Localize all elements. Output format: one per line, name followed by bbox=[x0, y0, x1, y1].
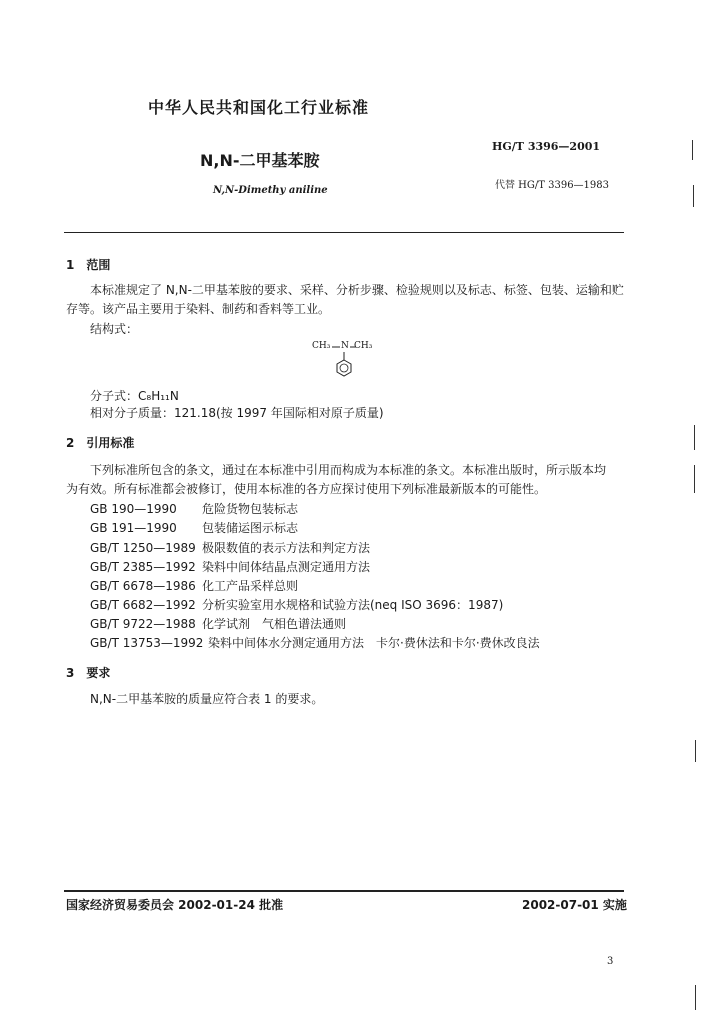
scan-edge-mark bbox=[693, 185, 694, 207]
reference-code: GB/T 6678—1986 bbox=[90, 579, 196, 593]
reference-name: 染料中间体水分测定通用方法 卡尔·费休法和卡尔·费休改良法 bbox=[208, 636, 540, 650]
scan-edge-mark bbox=[692, 140, 693, 160]
standard-number: HG/T 3396—2001 bbox=[492, 140, 601, 153]
reference-code: GB/T 6682—1992 bbox=[90, 598, 196, 612]
scan-edge-mark bbox=[694, 465, 695, 493]
scan-edge-mark bbox=[695, 985, 696, 1010]
title-en: N,N-Dimethy aniline bbox=[213, 185, 328, 196]
reference-item bbox=[90, 519, 298, 537]
reference-code: GB 191—1990 bbox=[90, 521, 177, 535]
title-cn: N,N-二甲基苯胺 bbox=[200, 151, 320, 170]
nitrogen-atom: N bbox=[341, 341, 349, 351]
section-3-heading: 3 要求 bbox=[66, 666, 111, 680]
structure-label: 结构式： bbox=[90, 322, 139, 336]
reference-code: GB/T 9722—1988 bbox=[90, 617, 196, 631]
reference-code: GB 190—1990 bbox=[90, 502, 177, 516]
reference-item bbox=[90, 634, 540, 652]
structural-formula bbox=[310, 338, 373, 388]
reference-code: GB/T 1250—1989 bbox=[90, 541, 196, 555]
reference-name: 染料中间体结晶点测定通用方法 bbox=[202, 560, 371, 574]
benzene-ring bbox=[310, 338, 373, 388]
reference-item bbox=[90, 615, 346, 633]
methyl-left: CH₃ bbox=[312, 341, 331, 351]
section-1-paragraph: 存等。该产品主要用于染料、制药和香料等工业。 bbox=[66, 302, 331, 316]
reference-name: 包装储运图示标志 bbox=[202, 521, 299, 535]
reference-item bbox=[90, 558, 370, 576]
reference-name: 危险货物包装标志 bbox=[202, 502, 299, 516]
reference-item bbox=[90, 539, 370, 557]
reference-name: 分析实验室用水规格和试验方法(neq ISO 3696：1987) bbox=[202, 598, 504, 612]
footer-rule bbox=[64, 890, 624, 892]
section-1-paragraph: 本标准规定了 N,N-二甲基苯胺的要求、采样、分析步骤、检验规则以及标志、标签、包装、运输和贮 bbox=[90, 283, 624, 297]
section-1-heading: 1 范围 bbox=[66, 258, 111, 272]
reference-item bbox=[90, 500, 298, 518]
section-2-paragraph: 下列标准所包含的条文，通过在本标准中引用而构成为本标准的条文。本标准出版时，所示版本均 bbox=[90, 463, 607, 477]
replaces-note: 代替 HG/T 3396—1983 bbox=[495, 180, 610, 191]
header-rule bbox=[64, 232, 624, 233]
molecular-formula: 分子式：C₈H₁₁N bbox=[90, 389, 179, 403]
molecular-weight: 相对分子质量：121.18(按 1997 年国际相对原子质量) bbox=[90, 406, 384, 420]
methyl-right: CH₃ bbox=[354, 341, 373, 351]
issuer-heading: 中华人民共和国化工行业标准 bbox=[148, 98, 370, 117]
section-2-heading: 2 引用标准 bbox=[66, 436, 135, 450]
approval-date: 国家经济贸易委员会 2002-01-24 批准 bbox=[66, 898, 284, 912]
page-number: 3 bbox=[607, 956, 614, 967]
section-3-paragraph: N,N-二甲基苯胺的质量应符合表 1 的要求。 bbox=[90, 692, 324, 706]
reference-item bbox=[90, 577, 298, 595]
reference-name: 化学试剂 气相色谱法通则 bbox=[202, 617, 347, 631]
reference-name: 化工产品采样总则 bbox=[202, 579, 299, 593]
reference-code: GB/T 2385—1992 bbox=[90, 560, 196, 574]
reference-name: 极限数值的表示方法和判定方法 bbox=[202, 541, 371, 555]
section-2-paragraph: 为有效。所有标准都会被修订，使用本标准的各方应探讨使用下列标准最新版本的可能性。 bbox=[66, 482, 547, 496]
scan-edge-mark bbox=[695, 740, 696, 762]
reference-item bbox=[90, 596, 503, 614]
reference-code: GB/T 13753—1992 bbox=[90, 636, 204, 650]
effective-date: 2002-07-01 实施 bbox=[522, 898, 627, 912]
scan-edge-mark bbox=[694, 425, 695, 450]
